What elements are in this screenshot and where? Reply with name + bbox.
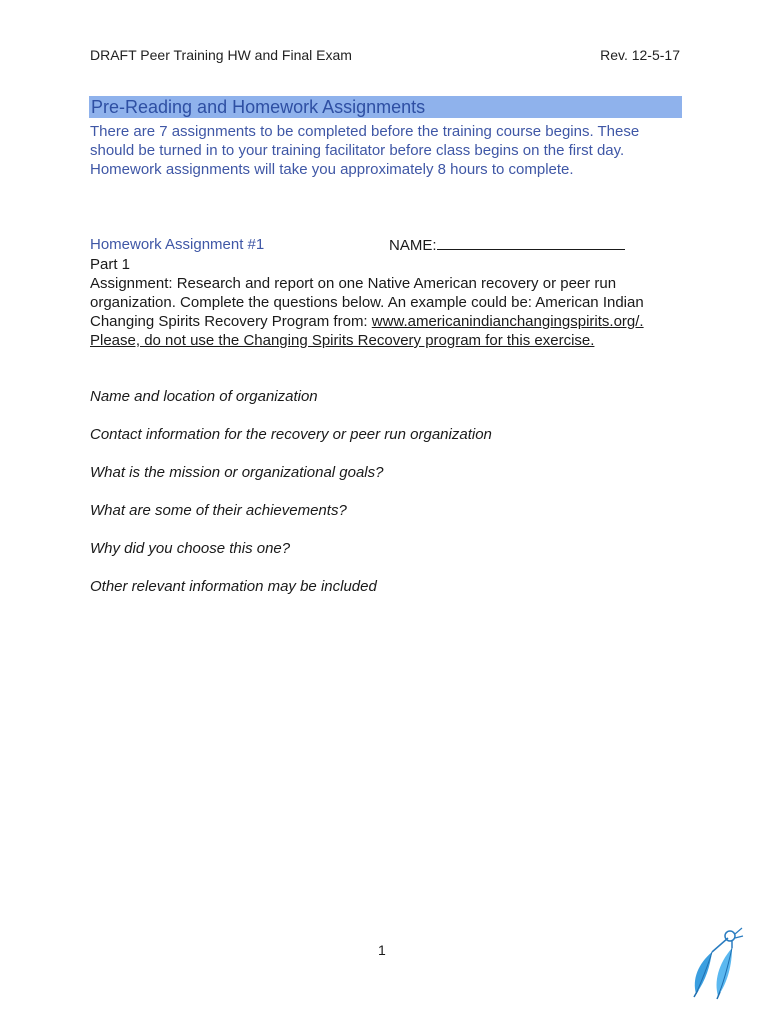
header-title: DRAFT Peer Training HW and Final Exam (90, 47, 352, 63)
name-blank-line (437, 235, 625, 250)
assignment-description: Assignment: Research and report on one Native American recovery or peer run organization. Complete the questions below. An example could be: American Indian Changing Spirits Recovery Program from: (90, 275, 644, 330)
section-intro: There are 7 assignments to be completed before the training course begins. These should be turned in to your training facilitator before class begins on the first day. Homework assignments will take you approximately 8 hours to complete. (90, 123, 640, 178)
question-item: What are some of their achievements? (90, 502, 347, 519)
question-item: Other relevant information may be included (90, 578, 377, 595)
name-label: NAME: (389, 237, 437, 254)
homework-label: Homework Assignment #1 (90, 236, 265, 253)
assignment-text (90, 274, 680, 350)
question-item: Contact information for the recovery or peer run organization (90, 426, 492, 443)
name-field (389, 235, 625, 255)
part-label: Part 1 (90, 256, 131, 273)
homework-header (90, 235, 690, 255)
question-item: Why did you choose this one? (90, 540, 291, 557)
assignment-link[interactable]: www.americanindianchangingspirits.org/. Please, do not use the Changing Spirits Recovery program for this exercise. (90, 313, 644, 349)
header-revision: Rev. 12-5-17 (600, 47, 680, 63)
question-item: What is the mission or organizational goals? (90, 464, 384, 481)
page-number: 1 (378, 942, 386, 958)
section-title: Pre-Reading and Homework Assignments (89, 96, 682, 118)
question-item: Name and location of organization (90, 388, 318, 405)
feather-icon (688, 924, 748, 1000)
